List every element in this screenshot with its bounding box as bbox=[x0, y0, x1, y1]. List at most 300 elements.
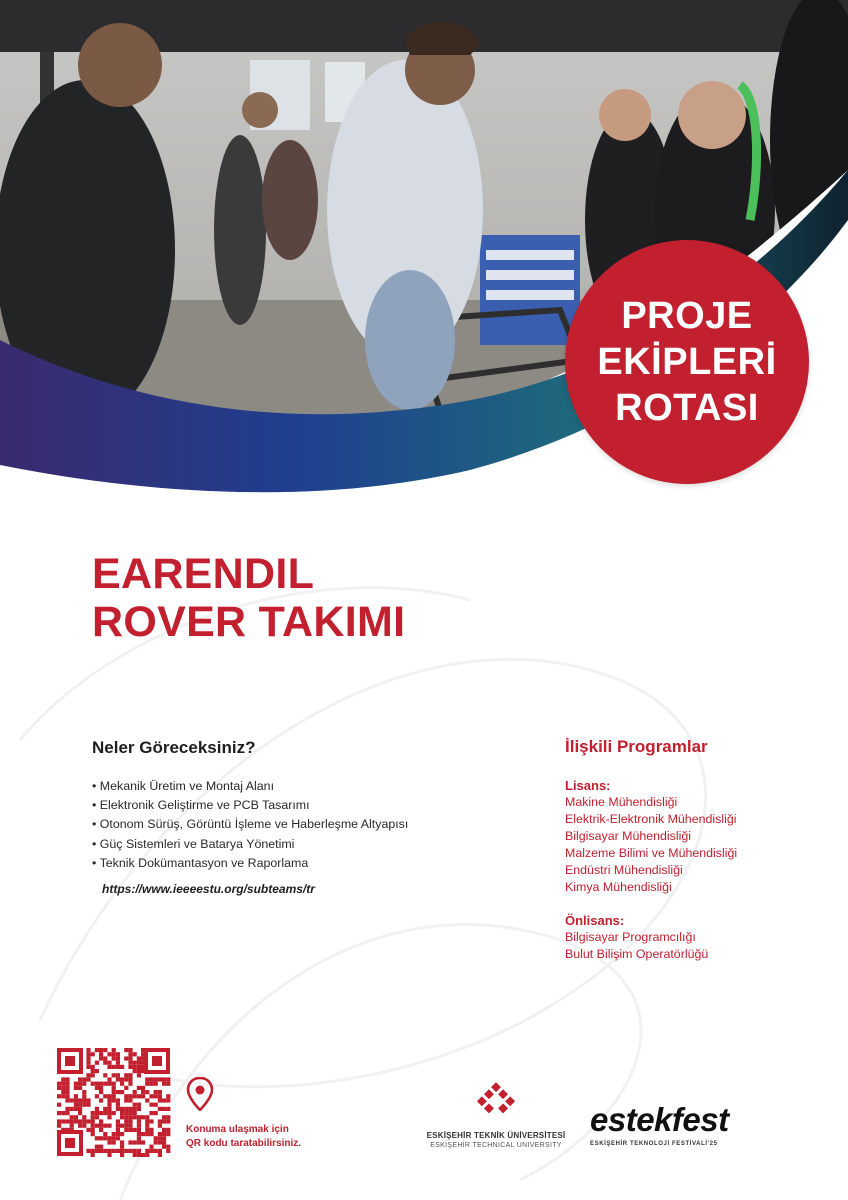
qr-module bbox=[124, 1086, 128, 1090]
qr-module bbox=[120, 1107, 124, 1111]
qr-module bbox=[137, 1094, 141, 1098]
team-title-line: ROVER TAKIMI bbox=[92, 598, 406, 646]
qr-module bbox=[162, 1145, 166, 1149]
features-list bbox=[92, 777, 532, 873]
qr-module bbox=[103, 1149, 107, 1153]
qr-module bbox=[61, 1094, 65, 1098]
qr-module bbox=[149, 1149, 153, 1153]
qr-module bbox=[112, 1094, 116, 1098]
list-item: Makine Mühendisliği bbox=[565, 795, 678, 809]
qr-module bbox=[133, 1090, 137, 1094]
qr-module bbox=[116, 1149, 120, 1153]
qr-module bbox=[158, 1098, 162, 1102]
qr-module bbox=[145, 1090, 149, 1094]
qr-module bbox=[145, 1119, 149, 1123]
qr-module bbox=[107, 1140, 111, 1144]
qr-module bbox=[162, 1128, 166, 1132]
qr-module bbox=[128, 1073, 132, 1077]
qr-module bbox=[107, 1115, 111, 1119]
qr-module bbox=[65, 1086, 69, 1090]
qr-module bbox=[145, 1153, 149, 1157]
qr-module bbox=[99, 1048, 103, 1052]
qr-module bbox=[99, 1136, 103, 1140]
team-title bbox=[92, 550, 405, 646]
qr-module bbox=[128, 1048, 132, 1052]
qr-module bbox=[145, 1149, 149, 1153]
list-item: • Elektronik Geliştirme ve PCB Tasarımı bbox=[92, 796, 532, 815]
qr-module bbox=[149, 1119, 153, 1123]
qr-module bbox=[86, 1128, 90, 1132]
qr-module bbox=[158, 1107, 162, 1111]
qr-module bbox=[128, 1111, 132, 1115]
qr-module bbox=[82, 1098, 86, 1102]
list-item: Bulut Bilişim Operatörlüğü bbox=[565, 947, 709, 961]
qr-module bbox=[78, 1098, 82, 1102]
qr-module bbox=[103, 1132, 107, 1136]
qr-module bbox=[166, 1128, 170, 1132]
qr-module bbox=[91, 1153, 95, 1157]
qr-module bbox=[128, 1124, 132, 1128]
qr-module bbox=[65, 1077, 69, 1081]
qr-module bbox=[124, 1048, 128, 1052]
qr-module bbox=[154, 1136, 158, 1140]
qr-module bbox=[120, 1082, 124, 1086]
qr-module bbox=[99, 1149, 103, 1153]
qr-module bbox=[95, 1124, 99, 1128]
qr-module bbox=[95, 1107, 99, 1111]
qr-module bbox=[99, 1145, 103, 1149]
qr-module bbox=[128, 1061, 132, 1065]
qr-module bbox=[162, 1119, 166, 1123]
qr-module bbox=[120, 1115, 124, 1119]
university-logo bbox=[416, 1080, 576, 1151]
list-item: Endüstri Mühendisliği bbox=[565, 863, 683, 877]
qr-module bbox=[86, 1048, 90, 1052]
qr-module bbox=[86, 1077, 90, 1081]
qr-module bbox=[82, 1115, 86, 1119]
qr-module bbox=[70, 1098, 74, 1102]
qr-module bbox=[65, 1082, 69, 1086]
qr-module bbox=[112, 1090, 116, 1094]
qr-module bbox=[65, 1090, 69, 1094]
qr-module bbox=[95, 1111, 99, 1115]
associate-label: Önlisans: bbox=[565, 913, 625, 928]
qr-module bbox=[166, 1107, 170, 1111]
location-pin-icon bbox=[186, 1077, 214, 1111]
qr-module bbox=[95, 1061, 99, 1065]
qr-module bbox=[133, 1111, 137, 1115]
qr-module bbox=[162, 1140, 166, 1144]
qr-module bbox=[78, 1086, 82, 1090]
qr-module bbox=[158, 1090, 162, 1094]
qr-module bbox=[107, 1094, 111, 1098]
qr-module bbox=[137, 1115, 141, 1119]
qr-module bbox=[141, 1115, 145, 1119]
qr-module bbox=[145, 1124, 149, 1128]
features-heading: Neler Göreceksiniz? bbox=[92, 738, 256, 757]
qr-note-line: Konuma ulaşmak için bbox=[186, 1124, 289, 1135]
qr-module bbox=[107, 1111, 111, 1115]
qr-module bbox=[120, 1145, 124, 1149]
qr-module bbox=[162, 1115, 166, 1119]
qr-module bbox=[107, 1098, 111, 1102]
qr-module bbox=[103, 1136, 107, 1140]
qr-module bbox=[128, 1082, 132, 1086]
qr-module bbox=[137, 1107, 141, 1111]
qr-module bbox=[70, 1124, 74, 1128]
qr-module bbox=[65, 1119, 69, 1123]
qr-module bbox=[95, 1145, 99, 1149]
qr-module bbox=[154, 1090, 158, 1094]
qr-module bbox=[61, 1086, 65, 1090]
qr-module bbox=[124, 1149, 128, 1153]
qr-module bbox=[162, 1082, 166, 1086]
qr-module bbox=[124, 1124, 128, 1128]
qr-module bbox=[91, 1149, 95, 1153]
qr-module bbox=[141, 1153, 145, 1157]
qr-module bbox=[116, 1090, 120, 1094]
qr-module bbox=[116, 1061, 120, 1065]
festival-tagline: ESKİŞEHİR TEKNOLOJİ FESTİVALİ'25 bbox=[590, 1141, 718, 1147]
qr-module bbox=[124, 1107, 128, 1111]
qr-module bbox=[149, 1132, 153, 1136]
qr-module bbox=[61, 1119, 65, 1123]
qr-module bbox=[141, 1140, 145, 1144]
qr-module bbox=[91, 1082, 95, 1086]
qr-module bbox=[86, 1061, 90, 1065]
qr-module bbox=[154, 1082, 158, 1086]
qr-module bbox=[99, 1052, 103, 1056]
qr-module bbox=[128, 1107, 132, 1111]
qr-module bbox=[74, 1115, 78, 1119]
qr-module bbox=[154, 1103, 158, 1107]
qr-module bbox=[74, 1082, 78, 1086]
qr-module bbox=[120, 1077, 124, 1081]
qr-module bbox=[112, 1111, 116, 1115]
qr-module bbox=[99, 1128, 103, 1132]
qr-module bbox=[124, 1056, 128, 1060]
qr-module bbox=[78, 1103, 82, 1107]
qr-module bbox=[137, 1056, 141, 1060]
qr-module bbox=[162, 1098, 166, 1102]
qr-module bbox=[112, 1056, 116, 1060]
qr-module bbox=[137, 1103, 141, 1107]
qr-module bbox=[70, 1107, 74, 1111]
qr-module bbox=[162, 1136, 166, 1140]
qr-module bbox=[137, 1086, 141, 1090]
qr-module bbox=[78, 1119, 82, 1123]
qr-module bbox=[124, 1098, 128, 1102]
qr-module bbox=[86, 1052, 90, 1056]
qr-module bbox=[95, 1069, 99, 1073]
qr-module bbox=[120, 1132, 124, 1136]
qr-module bbox=[107, 1136, 111, 1140]
qr-module bbox=[74, 1107, 78, 1111]
qr-module bbox=[166, 1098, 170, 1102]
qr-module bbox=[107, 1153, 111, 1157]
qr-module bbox=[107, 1103, 111, 1107]
qr-module bbox=[57, 1094, 61, 1098]
qr-module bbox=[128, 1094, 132, 1098]
qr-module bbox=[107, 1061, 111, 1065]
qr-module bbox=[128, 1052, 132, 1056]
qr-module bbox=[162, 1132, 166, 1136]
qr-module bbox=[137, 1132, 141, 1136]
qr-module bbox=[91, 1065, 95, 1069]
qr-module bbox=[133, 1094, 137, 1098]
qr-module bbox=[133, 1061, 137, 1065]
qr-module bbox=[95, 1149, 99, 1153]
qr-module bbox=[103, 1073, 107, 1077]
qr-module bbox=[107, 1077, 111, 1081]
qr-module bbox=[74, 1094, 78, 1098]
qr-module bbox=[154, 1140, 158, 1144]
related-programs-section bbox=[565, 737, 795, 963]
qr-module bbox=[74, 1086, 78, 1090]
qr-note-line: QR kodu taratabilirsiniz. bbox=[186, 1138, 302, 1149]
qr-module bbox=[112, 1052, 116, 1056]
qr-module bbox=[86, 1056, 90, 1060]
qr-module bbox=[166, 1115, 170, 1119]
qr-module bbox=[128, 1119, 132, 1123]
qr-module bbox=[107, 1149, 111, 1153]
qr-module bbox=[86, 1098, 90, 1102]
qr-module bbox=[57, 1119, 61, 1123]
qr-module bbox=[141, 1090, 145, 1094]
qr-module bbox=[112, 1073, 116, 1077]
qr-module bbox=[158, 1077, 162, 1081]
qr-module bbox=[103, 1124, 107, 1128]
qr-module bbox=[162, 1077, 166, 1081]
project-teams-route-badge bbox=[565, 240, 809, 484]
qr-module bbox=[57, 1124, 61, 1128]
qr-module bbox=[145, 1082, 149, 1086]
qr-module bbox=[166, 1132, 170, 1136]
qr-module bbox=[166, 1082, 170, 1086]
qr-module bbox=[107, 1124, 111, 1128]
features-section bbox=[92, 738, 532, 873]
qr-module bbox=[116, 1056, 120, 1060]
qr-module bbox=[137, 1136, 141, 1140]
qr-module bbox=[82, 1077, 86, 1081]
qr-module bbox=[91, 1119, 95, 1123]
qr-module bbox=[120, 1153, 124, 1157]
qr-module bbox=[116, 1119, 120, 1123]
qr-module bbox=[124, 1077, 128, 1081]
qr-module bbox=[112, 1086, 116, 1090]
qr-module bbox=[95, 1048, 99, 1052]
list-item: • Güç Sistemleri ve Batarya Yönetimi bbox=[92, 835, 532, 854]
qr-module bbox=[99, 1119, 103, 1123]
qr-module bbox=[112, 1132, 116, 1136]
qr-module bbox=[120, 1090, 124, 1094]
qr-module bbox=[82, 1090, 86, 1094]
qr-module bbox=[91, 1069, 95, 1073]
qr-module bbox=[158, 1149, 162, 1153]
qr-module bbox=[57, 1086, 61, 1090]
qr-module bbox=[133, 1149, 137, 1153]
qr-module bbox=[120, 1111, 124, 1115]
qr-module bbox=[149, 1111, 153, 1115]
qr-module bbox=[120, 1140, 124, 1144]
qr-module bbox=[133, 1128, 137, 1132]
qr-module bbox=[82, 1119, 86, 1123]
qr-module bbox=[133, 1153, 137, 1157]
qr-module bbox=[116, 1052, 120, 1056]
qr-module bbox=[86, 1065, 90, 1069]
qr-module bbox=[145, 1077, 149, 1081]
qr-module bbox=[158, 1119, 162, 1123]
qr-module bbox=[137, 1140, 141, 1144]
qr-module bbox=[158, 1153, 162, 1157]
qr-module bbox=[141, 1132, 145, 1136]
qr-module bbox=[149, 1103, 153, 1107]
list-item: Malzeme Bilimi ve Mühendisliği bbox=[565, 846, 738, 860]
qr-module bbox=[91, 1052, 95, 1056]
qr-module bbox=[95, 1094, 99, 1098]
qr-module bbox=[128, 1149, 132, 1153]
qr-module bbox=[65, 1111, 69, 1115]
qr-module bbox=[149, 1082, 153, 1086]
qr-module bbox=[124, 1073, 128, 1077]
qr-module bbox=[137, 1128, 141, 1132]
qr-module bbox=[158, 1094, 162, 1098]
qr-module bbox=[95, 1086, 99, 1090]
qr-module bbox=[116, 1065, 120, 1069]
website-link[interactable]: https://www.ieeeestu.org/subteams/tr bbox=[102, 882, 315, 896]
qr-module bbox=[103, 1082, 107, 1086]
qr-module bbox=[145, 1132, 149, 1136]
qr-module bbox=[91, 1115, 95, 1119]
qr-module bbox=[166, 1077, 170, 1081]
qr-module bbox=[70, 1115, 74, 1119]
qr-module bbox=[137, 1073, 141, 1077]
qr-module bbox=[112, 1140, 116, 1144]
qr-module bbox=[137, 1149, 141, 1153]
list-item: • Otonom Sürüş, Görüntü İşleme ve Haberleşme Altyapısı bbox=[92, 815, 532, 834]
qr-module bbox=[128, 1128, 132, 1132]
qr-module bbox=[137, 1061, 141, 1065]
qr-module bbox=[116, 1132, 120, 1136]
qr-module bbox=[124, 1119, 128, 1123]
qr-module bbox=[154, 1111, 158, 1115]
qr-module bbox=[61, 1082, 65, 1086]
qr-module bbox=[107, 1107, 111, 1111]
qr-module bbox=[95, 1115, 99, 1119]
qr-module bbox=[158, 1136, 162, 1140]
qr-code[interactable] bbox=[56, 1047, 171, 1157]
university-emblem-icon bbox=[472, 1080, 520, 1124]
qr-module bbox=[103, 1111, 107, 1115]
qr-module bbox=[78, 1124, 82, 1128]
qr-module bbox=[70, 1119, 74, 1123]
qr-module bbox=[128, 1140, 132, 1144]
qr-module bbox=[120, 1124, 124, 1128]
qr-module bbox=[149, 1128, 153, 1132]
qr-module bbox=[149, 1145, 153, 1149]
qr-module bbox=[154, 1077, 158, 1081]
qr-module bbox=[116, 1124, 120, 1128]
programs-heading: İlişkili Programlar bbox=[565, 737, 708, 756]
qr-module bbox=[166, 1145, 170, 1149]
qr-module bbox=[154, 1094, 158, 1098]
qr-module bbox=[91, 1132, 95, 1136]
qr-module bbox=[103, 1056, 107, 1060]
qr-module bbox=[158, 1124, 162, 1128]
qr-module bbox=[74, 1098, 78, 1102]
qr-module bbox=[137, 1119, 141, 1123]
qr-module bbox=[137, 1065, 141, 1069]
qr-module bbox=[65, 1094, 69, 1098]
qr-module bbox=[112, 1136, 116, 1140]
qr-module bbox=[145, 1115, 149, 1119]
qr-module bbox=[99, 1090, 103, 1094]
qr-module bbox=[82, 1124, 86, 1128]
qr-module bbox=[128, 1065, 132, 1069]
list-item: • Teknik Dokümantasyon ve Raporlama bbox=[92, 854, 532, 873]
qr-module bbox=[145, 1128, 149, 1132]
qr-module bbox=[112, 1065, 116, 1069]
qr-module bbox=[99, 1086, 103, 1090]
qr-module bbox=[116, 1073, 120, 1077]
qr-module bbox=[149, 1077, 153, 1081]
qr-module bbox=[158, 1140, 162, 1144]
qr-module bbox=[128, 1115, 132, 1119]
qr-module bbox=[86, 1073, 90, 1077]
qr-module bbox=[86, 1119, 90, 1123]
qr-module bbox=[116, 1103, 120, 1107]
qr-module bbox=[107, 1082, 111, 1086]
qr-module bbox=[128, 1077, 132, 1081]
qr-module bbox=[137, 1153, 141, 1157]
qr-module bbox=[99, 1124, 103, 1128]
qr-module bbox=[74, 1103, 78, 1107]
qr-module bbox=[57, 1111, 61, 1115]
qr-module bbox=[112, 1048, 116, 1052]
qr-module bbox=[61, 1077, 65, 1081]
qr-module bbox=[86, 1149, 90, 1153]
badge-line: ROTASI bbox=[615, 387, 759, 429]
qr-module bbox=[128, 1056, 132, 1060]
qr-module bbox=[61, 1111, 65, 1115]
qr-module bbox=[99, 1098, 103, 1102]
qr-module bbox=[61, 1090, 65, 1094]
qr-module bbox=[133, 1115, 137, 1119]
qr-module bbox=[166, 1149, 170, 1153]
qr-module bbox=[149, 1094, 153, 1098]
qr-module bbox=[120, 1149, 124, 1153]
qr-module bbox=[116, 1107, 120, 1111]
list-item: Bilgisayar Mühendisliği bbox=[565, 829, 692, 843]
qr-module bbox=[103, 1094, 107, 1098]
qr-module bbox=[86, 1103, 90, 1107]
qr-module bbox=[95, 1082, 99, 1086]
qr-module bbox=[99, 1111, 103, 1115]
qr-module bbox=[99, 1056, 103, 1060]
qr-module bbox=[158, 1132, 162, 1136]
qr-module bbox=[154, 1149, 158, 1153]
qr-module bbox=[133, 1140, 137, 1144]
qr-module bbox=[124, 1094, 128, 1098]
undergrad-list bbox=[565, 794, 795, 896]
associate-list bbox=[565, 929, 795, 963]
qr-module bbox=[116, 1098, 120, 1102]
qr-module bbox=[82, 1094, 86, 1098]
qr-module bbox=[107, 1065, 111, 1069]
festival-wordmark: estekfest bbox=[590, 1101, 729, 1138]
qr-note bbox=[186, 1123, 301, 1151]
qr-module bbox=[116, 1128, 120, 1132]
